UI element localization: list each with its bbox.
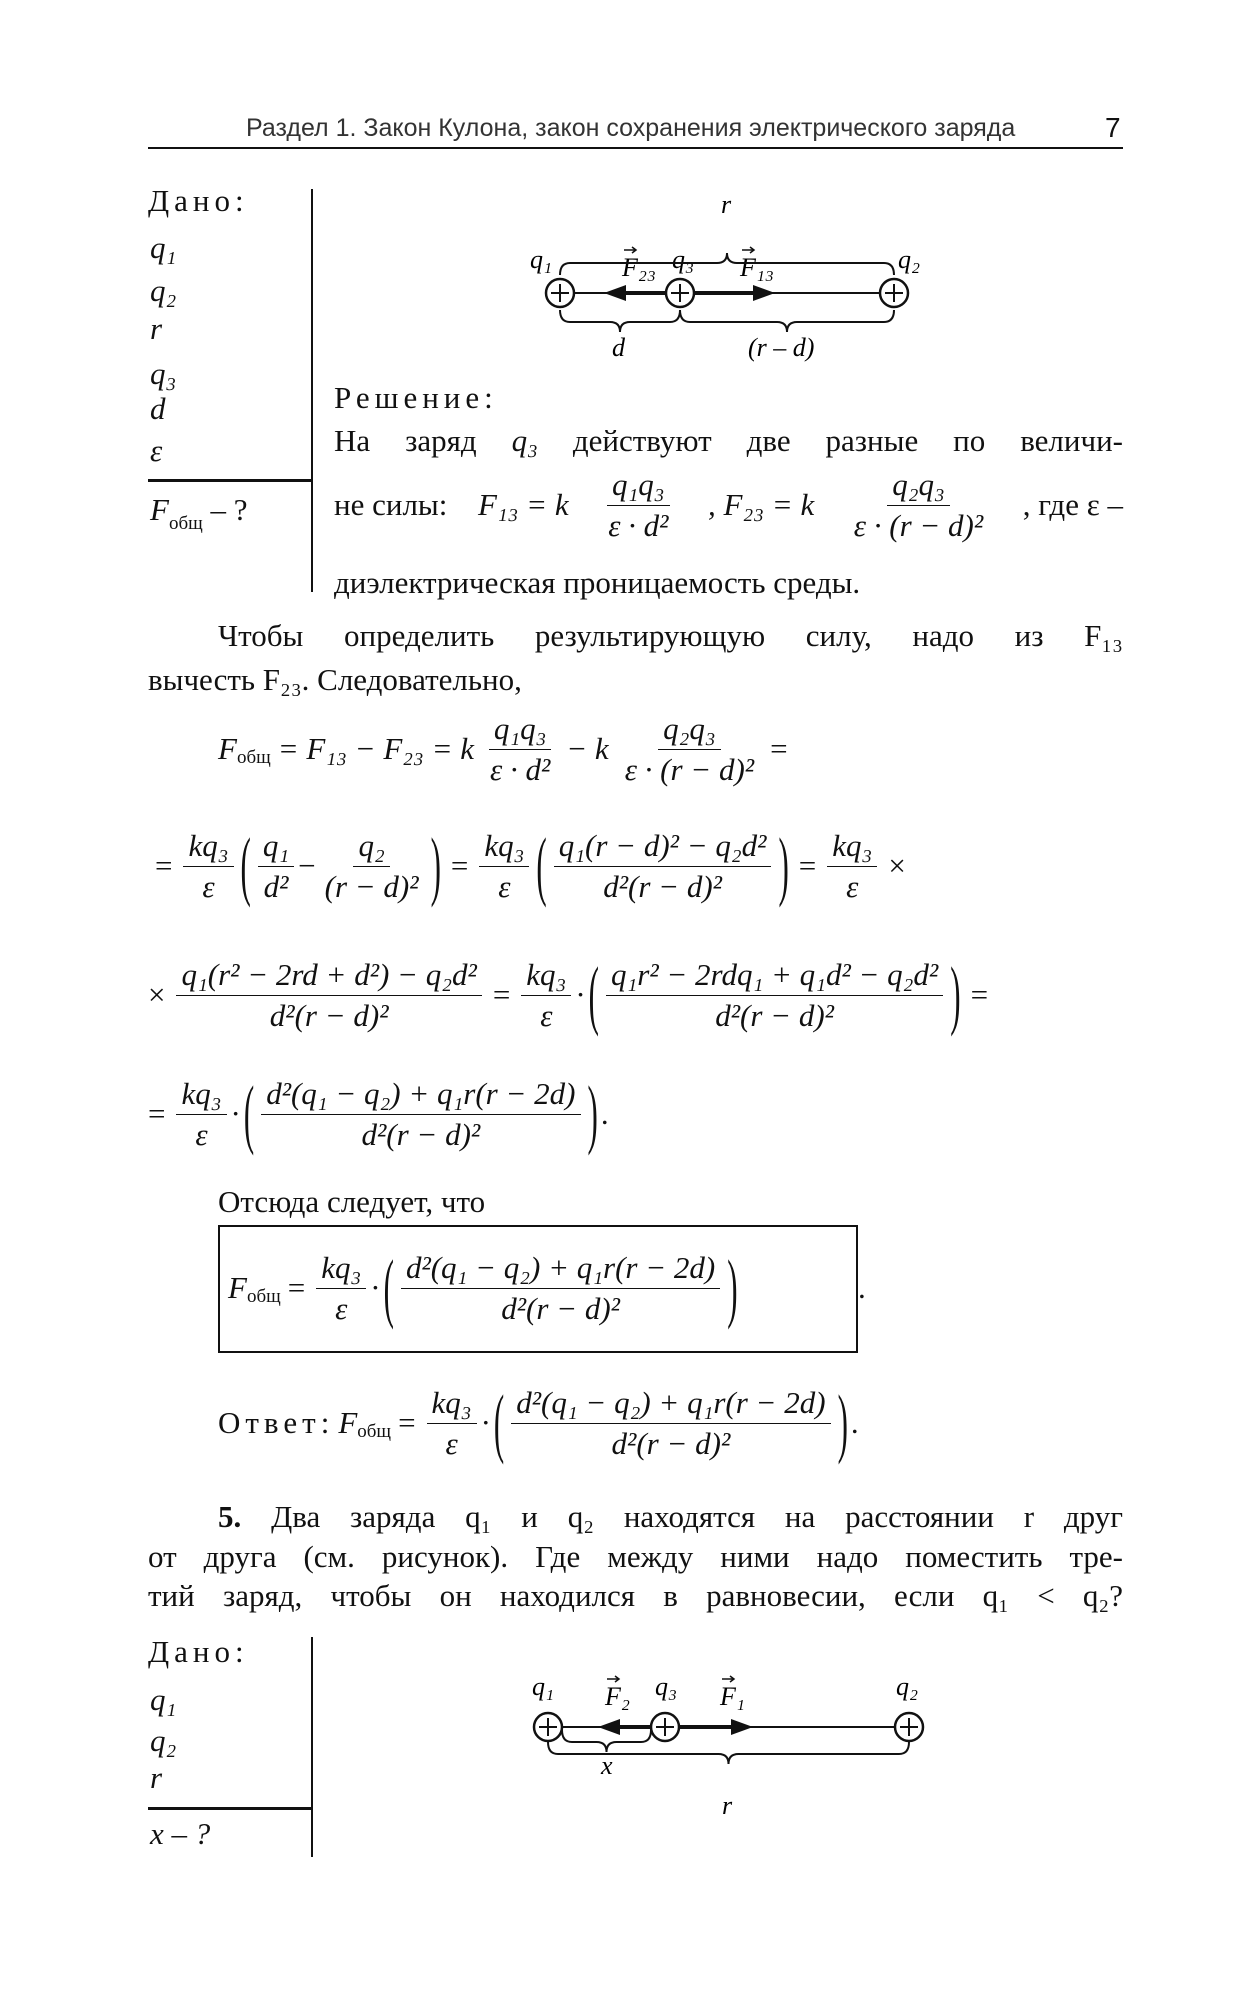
fraction [511, 1385, 830, 1462]
numerator: kq₃ [316, 1250, 366, 1289]
label-q3: q₃ [672, 245, 695, 274]
equation-3 [148, 950, 995, 1040]
paren: ) [727, 1243, 738, 1331]
fraction [320, 828, 424, 905]
conclusion-text: Отсюда следует, что [218, 1184, 486, 1219]
fraction [258, 828, 294, 905]
label-f1: F₁ [720, 1682, 745, 1711]
math: , F₂₃ = k [708, 487, 815, 522]
label-f13: F₁₃ [740, 253, 774, 282]
label-q3: q₃ [655, 1672, 678, 1701]
math: F [228, 1270, 247, 1305]
label-r-minus-d: (r – d) [748, 333, 815, 362]
denominator: ε [202, 868, 215, 904]
math: = [798, 848, 817, 883]
boxed-formula [228, 1243, 741, 1333]
arrow-head-icon [753, 285, 775, 301]
given-item: q₃ [150, 356, 177, 391]
math: · [230, 1096, 241, 1131]
fraction [479, 828, 529, 905]
math: = [148, 1096, 166, 1131]
fraction [521, 957, 571, 1034]
find-value: x – ? [150, 1816, 211, 1851]
denominator: ε [540, 997, 553, 1033]
denominator: d²(r − d)² [715, 997, 834, 1033]
label-q1: q₁ [532, 1672, 555, 1701]
fraction [401, 1250, 720, 1327]
numerator: kq₃ [176, 1076, 226, 1115]
numerator: kq₃ [427, 1385, 477, 1424]
text: действуют две разные по величи- [537, 423, 1123, 458]
paren: ) [587, 1069, 598, 1157]
boxed-period: . [858, 1270, 866, 1305]
answer-label: Ответ: [218, 1405, 335, 1440]
math: F [218, 731, 237, 766]
subscript: общ [246, 1286, 281, 1307]
denominator: ε · d² [608, 507, 669, 543]
label-r: r [721, 190, 732, 219]
math: × [888, 848, 906, 883]
denominator: d²(r − d)² [501, 1290, 620, 1326]
numerator: d²(q₁ − q₂) + q₁r(r − 2d) [401, 1250, 720, 1289]
text: Два заряда q₁ и q₂ находятся на расстоянии r друг [241, 1499, 1123, 1534]
math: = [155, 848, 173, 883]
numerator: d²(q₁ − q₂) + q₁r(r − 2d) [261, 1076, 580, 1115]
given-item: r [150, 311, 163, 346]
find-var: F [150, 492, 169, 527]
fraction [183, 828, 233, 905]
label-f23: F₂₃ [622, 253, 656, 282]
paren: ( [243, 1069, 255, 1157]
fraction [620, 711, 759, 788]
denominator: ε [498, 868, 511, 904]
given-item: q₂ [150, 273, 177, 308]
label-f2: F₂ [605, 1682, 630, 1711]
numerator: q₁r² − 2rdq₁ + q₁d² − q₂d² [606, 957, 943, 996]
find-question: – ? [210, 492, 248, 527]
math: = [287, 1270, 306, 1305]
math: . [600, 1096, 609, 1131]
find-sub: общ [168, 513, 203, 534]
brace-d [560, 310, 680, 332]
label-r: r [722, 1791, 733, 1820]
problem-5-line-2: от друга (см. рисунок). Где между ними надо поместить тре- [148, 1539, 1123, 1574]
label-q1: q₁ [530, 245, 553, 274]
paren: ) [950, 950, 961, 1038]
numerator: q₁(r − d)² − q₂d² [554, 828, 772, 867]
equation-4 [148, 1069, 609, 1159]
label-x: x [601, 1751, 613, 1780]
paren: ( [536, 821, 547, 909]
math: = [492, 977, 511, 1012]
solution-title: Решение: [334, 380, 498, 415]
fraction [606, 957, 943, 1034]
running-header: Раздел 1. Закон Кулона, закон сохранения электрического заряда [246, 114, 1016, 142]
numerator: kq₃ [183, 828, 233, 867]
fraction [316, 1250, 366, 1327]
given-item: r [150, 1760, 163, 1795]
math: · [480, 1405, 491, 1440]
fraction [827, 828, 877, 905]
denominator: (r − d)² [324, 868, 419, 904]
given-item: q₁ [150, 230, 177, 265]
equation-2 [148, 821, 913, 911]
fraction [176, 957, 481, 1034]
given-item: d [150, 391, 166, 426]
text: не силы: [334, 487, 448, 522]
numerator: kq₃ [479, 828, 529, 867]
given-vertical-rule [311, 1637, 313, 1857]
solution-line-1 [334, 423, 1123, 459]
numerator: q₁q₃ [607, 467, 670, 506]
math: = [450, 848, 469, 883]
math: F₁₃ = k [477, 487, 569, 522]
paren: ( [588, 950, 599, 1038]
paren: ( [383, 1243, 394, 1331]
page-number: 7 [1105, 112, 1121, 143]
numerator: d²(q₁ − q₂) + q₁r(r − 2d) [511, 1385, 830, 1424]
denominator: d²(r − d)² [269, 997, 389, 1033]
paragraph-line-2: вычесть F₂₃. Следовательно, [148, 662, 522, 697]
diagram-2 [532, 1672, 923, 1820]
numerator: q₁(r² − 2rd + d²) − q₂d² [176, 957, 481, 996]
denominator: d²(r − d)² [603, 868, 722, 904]
denominator: d² [263, 868, 289, 904]
fraction [427, 1385, 477, 1462]
solution-line-3: диэлектрическая проницаемость среды. [334, 565, 861, 600]
paren: ) [778, 821, 789, 909]
denominator: ε [195, 1116, 208, 1152]
label-q2: q₂ [896, 1672, 919, 1701]
fraction [603, 467, 673, 544]
math: · [575, 977, 586, 1012]
math: − [298, 848, 316, 883]
math: q₃ [511, 423, 538, 458]
denominator: ε [335, 1290, 348, 1326]
paren: ( [493, 1378, 505, 1466]
numerator: q₂q₃ [887, 467, 950, 506]
denominator: ε · (r − d)² [624, 751, 755, 787]
text: На заряд [334, 423, 512, 458]
math: = [970, 977, 989, 1012]
problem-number: 5. [218, 1499, 242, 1534]
paren: ( [240, 821, 251, 909]
denominator: ε [846, 868, 859, 904]
problem-5-line-1 [218, 1499, 1123, 1535]
denominator: d²(r − d)² [361, 1116, 481, 1152]
math: . [850, 1405, 859, 1440]
paren: ) [837, 1378, 848, 1466]
denominator: ε [445, 1425, 458, 1461]
brace-r [560, 253, 894, 275]
given-item: q₂ [150, 1723, 177, 1758]
equation-1 [218, 704, 795, 794]
numerator: kq₃ [521, 957, 571, 996]
fraction [849, 467, 988, 544]
subscript: общ [236, 747, 271, 768]
fraction [554, 828, 772, 905]
given-item: ε [150, 433, 163, 468]
arrow-head-icon [731, 1719, 753, 1735]
math: · [370, 1270, 381, 1305]
paren: ) [430, 821, 441, 909]
fraction [176, 1076, 226, 1153]
math: − k [566, 731, 609, 766]
arrow-head-icon [604, 285, 626, 301]
numerator: q₁ [258, 828, 294, 867]
numerator: q₂q₃ [658, 711, 721, 750]
fraction [261, 1076, 580, 1153]
paragraph-line-1: Чтобы определить результирующую силу, надо из F₁₃ [218, 618, 1123, 653]
subscript: общ [357, 1421, 392, 1442]
solution-line-2 [334, 460, 1123, 550]
denominator: ε · (r − d)² [853, 507, 984, 543]
numerator: q₂ [353, 828, 389, 867]
numerator: q₁q₃ [489, 711, 552, 750]
math: = [398, 1405, 416, 1440]
denominator: ε · d² [490, 751, 551, 787]
math: F [338, 1405, 358, 1440]
numerator: kq₃ [827, 828, 877, 867]
math: × [148, 977, 166, 1012]
given-label: Дано: [148, 183, 249, 218]
problem-5-line-3: тий заряд, чтобы он находился в равновесии, если q₁ < q₂? [148, 1578, 1123, 1613]
denominator: d²(r − d)² [611, 1425, 731, 1461]
label-d: d [612, 333, 625, 362]
given-divider [148, 1807, 312, 1810]
label-q2: q₂ [898, 245, 921, 274]
arrow-head-icon [598, 1719, 620, 1735]
diagram-1 [530, 190, 920, 362]
answer [218, 1378, 859, 1468]
fraction [485, 711, 555, 788]
brace-r-minus-d [680, 310, 894, 332]
brace-x [562, 1730, 651, 1752]
text: , где ε – [1022, 487, 1123, 522]
math: = F₁₃ − F₂₃ = k [277, 731, 474, 766]
given-item: q₁ [150, 1682, 177, 1717]
given-label: Дано: [148, 1634, 249, 1669]
math: = [770, 731, 788, 766]
